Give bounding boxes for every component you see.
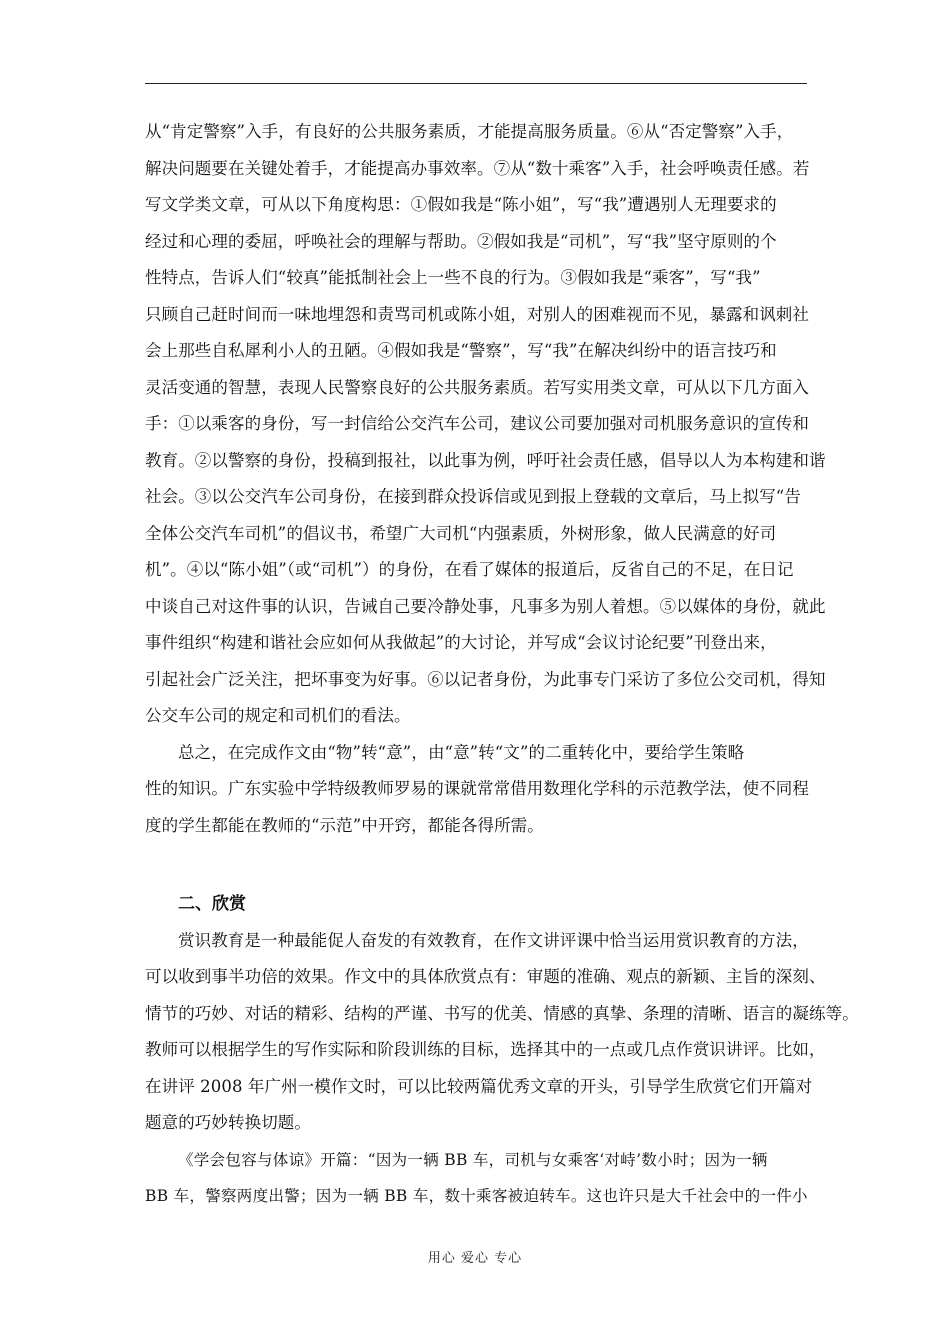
header-rule — [145, 83, 807, 84]
text-line: 解决问题要在关键处着手，才能提高办事效率。⑦从“数十乘客”入手，社会呼唤责任感。若 — [145, 158, 810, 178]
paragraph-1 — [145, 114, 826, 735]
text-line: 事件组织“构建和谐社会应如何从我做起”的大讨论，并写成“会议讨论纪要”刊登出来， — [145, 633, 777, 652]
text-line: 只顾自己赶时间而一味地埋怨和责骂司机或陈小姐，对别人的困难视而不见，暴露和讽刺社 — [145, 304, 809, 324]
text-line: 度的学生都能在教师的“示范”中开窍，都能各得所需。 — [145, 815, 544, 835]
text-line: 全体公交汽车司机”的倡议书，希望广大司机“内强素质，外树形象，做人民满意的好司 — [145, 523, 777, 543]
text-line: 写文学类文章，可从以下角度构思：①假如我是“陈小姐”，写“我”遭遇别人无理要求的 — [145, 195, 777, 214]
text-line: 教师可以根据学生的写作实际和阶段训练的目标，选择其中的一点或几点作赏识讲评。比如， — [145, 1040, 826, 1059]
text-line: 从“肯定警察”入手，有良好的公共服务素质，才能提高服务质量。⑥从“否定警察”入手， — [145, 122, 794, 141]
text-line: 题意的巧妙转换切题。 — [145, 1113, 311, 1132]
text-line: 公交车公司的规定和司机们的看法。 — [145, 706, 411, 725]
page-footer: 用心 爱心 专心 — [427, 1251, 523, 1266]
text-line: 教育。②以警察的身份，投稿到报社，以此事为例，呼吁社会责任感，倡导以人为本构建和谐 — [145, 450, 826, 470]
text-line: 可以收到事半功倍的效果。作文中的具体欣赏点有：审题的准确、观点的新颖、主旨的深刻、 — [145, 967, 826, 986]
text-line: 社会。③以公交汽车公司身份，在接到群众投诉信或见到报上登载的文章后，马上拟写“告 — [145, 487, 801, 506]
text-line: 手：①以乘客的身份，写一封信给公交汽车公司，建议公司要加强对司机服务意识的宣传和 — [145, 414, 809, 433]
quote-line: 《学会包容与体谅》开篇：“因为一辆 BB 车，司机与女乘客‘对峙’数小时；因为一辆 — [178, 1150, 768, 1169]
text-line: 灵活变通的智慧，表现人民警察良好的公共服务素质。若写实用类文章，可从以下几方面入 — [145, 377, 809, 397]
text-line: 机”。④以“陈小姐”（或“司机”）的身份，在看了媒体的报道后，反省自己的不足，在日记 — [145, 560, 794, 579]
section-heading: 二、欣赏 — [178, 894, 246, 914]
text-line: 性的知识。广东实验中学特级教师罗易的课就常常借用数理化学科的示范教学法，使不同程 — [145, 779, 809, 798]
text-line: 经过和心理的委屈，呼唤社会的理解与帮助。②假如我是“司机”，写“我”坚守原则的个 — [145, 231, 777, 251]
paragraph-3 — [145, 923, 859, 1142]
text-line: 中谈自己对这件事的认识，告诫自己要冷静处事，凡事多为别人着想。⑤以媒体的身份，就此 — [145, 596, 826, 616]
text-line: 赏识教育是一种最能促人奋发的有效教育，在作文讲评课中恰当运用赏识教育的方法， — [178, 930, 809, 950]
paragraph-2 — [145, 735, 807, 845]
quote-paragraph — [145, 1142, 807, 1215]
text-line: 在讲评 2008 年广州一模作文时，可以比较两篇优秀文章的开头，引导学生欣赏它们开篇对 — [145, 1076, 813, 1096]
text-line: 会上那些自私犀利小人的丑陋。④假如我是“警察”，写“我”在解决纠纷中的语言技巧和 — [145, 341, 777, 360]
text-line: 情节的巧妙、对话的精彩、结构的严谨、书写的优美、情感的真挚、条理的清晰、语言的凝练等。 — [145, 1003, 859, 1023]
document-body — [145, 114, 859, 1215]
text-line: 性特点，告诉人们“较真”能抵制社会上一些不良的行为。③假如我是“乘客”，写“我” — [145, 268, 761, 287]
text-line: 引起社会广泛关注，把坏事变为好事。⑥以记者身份，为此事专门采访了多位公交司机，得知 — [145, 669, 826, 689]
text-line: 总之，在完成作文由“物”转“意”，由“意”转“文”的二重转化中，要给学生策略 — [178, 742, 745, 762]
quote-line: BB 车，警察两度出警；因为一辆 BB 车，数十乘客被迫转车。这也许只是大千社会中的一件小 — [145, 1187, 808, 1205]
